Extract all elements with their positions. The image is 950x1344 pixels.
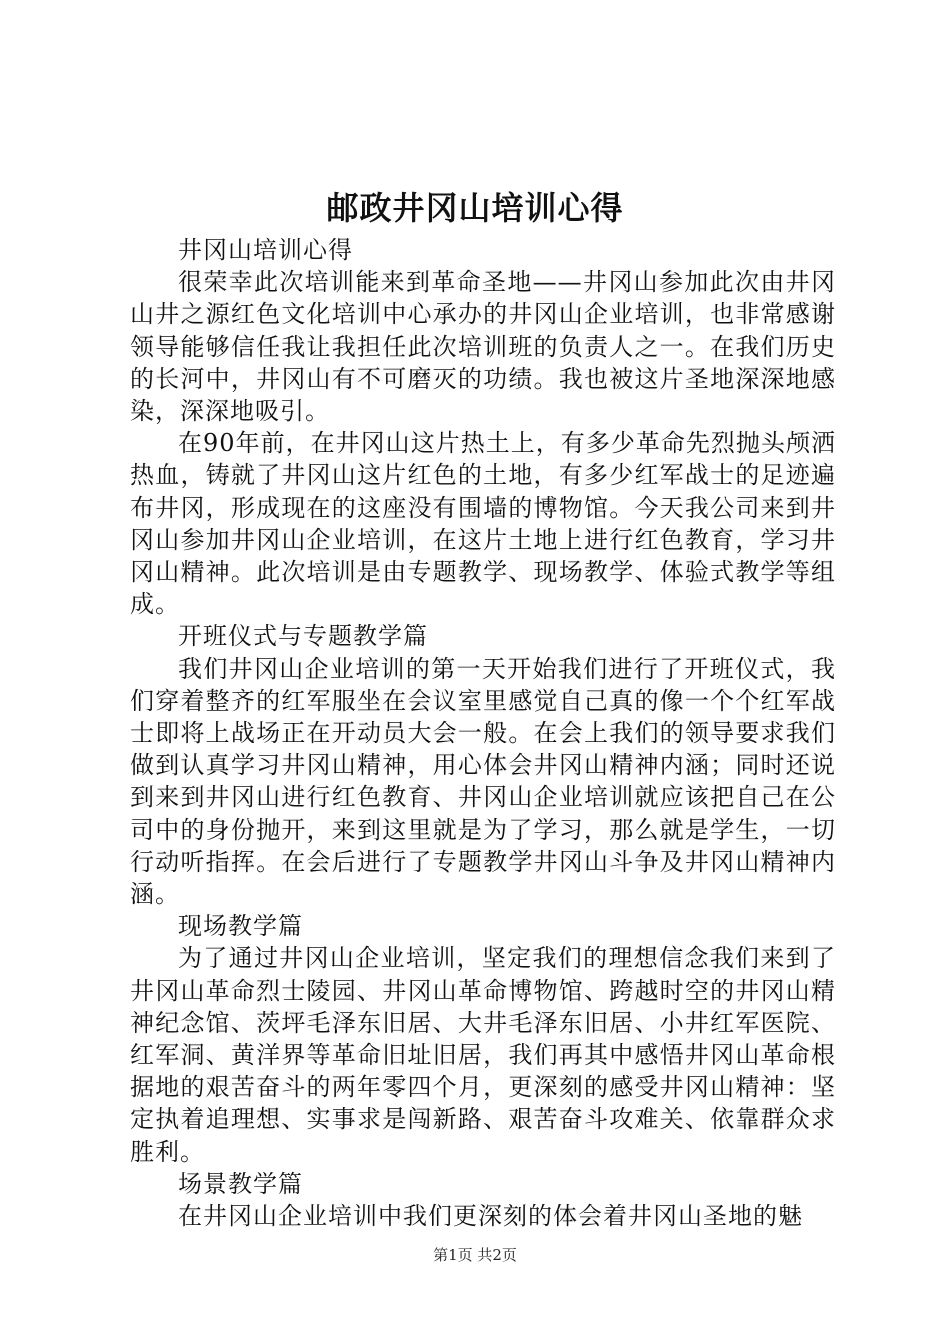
subtitle-paragraph: 井冈山培训心得 — [178, 236, 353, 264]
body-paragraph: 很荣幸此次培训能来到革命圣地——井冈山参加此次由井冈山井之源红色文化培训中心承办的井冈山企业培训，也非常感谢领导能够信任我让我担任此次培训班的负责人之一。在我们历史的长河中，井冈山有不可磨灭的功绩。我也被这片圣地深深地感染，深深地吸引。 — [130, 268, 836, 426]
body-paragraph: 在90年前，在井冈山这片热土上，有多少革命先烈抛头颅洒热血，铸就了井冈山这片红色的土地，有多少红军战士的足迹遍布井冈，形成现在的这座没有围墙的博物馆。今天我公司来到井冈山参加井冈山企业培训，在这片土地上进行红色教育，学习井冈山精神。此次培训是由专题教学、现场教学、体验式教学等组成。 — [130, 429, 836, 619]
section-heading: 场景教学篇 — [178, 1169, 303, 1198]
body-paragraph: 在井冈山企业培训中我们更深刻的体会着井冈山圣地的魅 — [178, 1202, 803, 1231]
page-number-footer: 第1页 共2页 — [433, 1246, 517, 1264]
section-heading: 开班仪式与专题教学篇 — [178, 622, 428, 651]
body-paragraph: 我们井冈山企业培训的第一天开始我们进行了开班仪式，我们穿着整齐的红军服坐在会议室里感觉自己真的像一个个红军战士即将上战场正在开动员大会一般。在会上我们的领导要求我们做到认真学习井冈山精神，用心体会井冈山精神内涵；同时还说到来到井冈山进行红色教育、井冈山企业培训就应该把自己在公司中的身份抛开，来到这里就是为了学习，那么就是学生，一切行动听指挥。在会后进行了专题教学井冈山斗争及井冈山精神内涵。 — [130, 654, 836, 909]
section-heading: 现场教学篇 — [178, 912, 303, 941]
document-body — [130, 234, 836, 1232]
document-title: 邮政井冈山培训心得 — [326, 189, 624, 227]
body-paragraph: 为了通过井冈山企业培训，坚定我们的理想信念我们来到了井冈山革命烈士陵园、井冈山革命博物馆、跨越时空的井冈山精神纪念馆、茨坪毛泽东旧居、大井毛泽东旧居、小井红军医院、红军洞、黄洋界等革命旧址旧居，我们再其中感悟井冈山革命根据地的艰苦奋斗的两年零四个月，更深刻的感受井冈山精神：坚定执着追理想、实事求是闯新路、艰苦奋斗攻难关、依靠群众求胜利。 — [130, 944, 836, 1166]
